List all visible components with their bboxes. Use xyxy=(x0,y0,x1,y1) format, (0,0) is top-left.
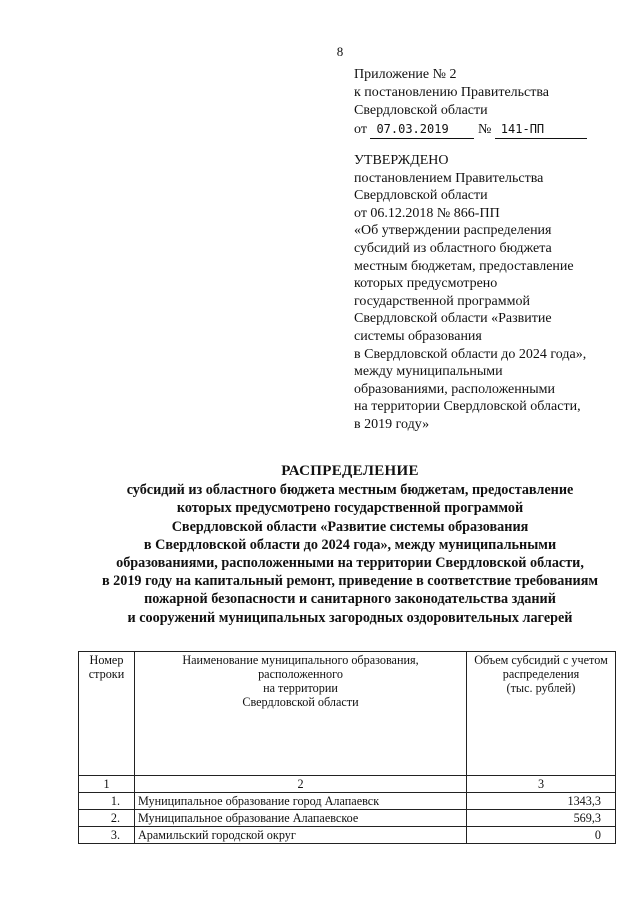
approval-line: «Об утверждении распределения xyxy=(354,223,552,239)
decree-number: 141-ПП xyxy=(495,120,587,139)
row-number: 3. xyxy=(79,827,135,844)
approval-line: которых предусмотрено xyxy=(354,276,498,292)
index-cell: 1 xyxy=(79,776,135,793)
approval-line: в 2019 году» xyxy=(354,416,430,432)
appendix-block xyxy=(354,66,587,139)
header-row-number xyxy=(79,652,135,776)
header-text: расположенного xyxy=(258,667,343,681)
appendix-line: к постановлению Правительства xyxy=(354,85,550,100)
table-index-row xyxy=(79,776,616,793)
document-title xyxy=(60,462,640,627)
appendix-date-line xyxy=(354,120,587,139)
title-line: в 2019 году на капитальный ремонт, приведение в соответствие требованиям xyxy=(101,573,599,590)
approval-line: системы образования xyxy=(354,328,482,344)
approval-line: УТВЕРЖДЕНО xyxy=(354,153,449,168)
header-text: на территории xyxy=(263,681,338,695)
header-text: распределения xyxy=(502,667,580,681)
title-line: и сооружений муниципальных загородных оздоровительных лагерей xyxy=(127,609,573,626)
approval-line: государственной программой xyxy=(354,293,530,309)
approval-line: Свердловской области «Развитие xyxy=(354,311,552,327)
number-prefix: № xyxy=(477,122,492,137)
header-text: Объем субсидий с учетом xyxy=(474,653,608,667)
row-amount: 569,3 xyxy=(467,810,616,827)
subsidy-table xyxy=(78,651,616,844)
table-row xyxy=(79,793,616,810)
approval-line: образованиями, расположенными xyxy=(354,381,556,397)
header-text: Свердловской области xyxy=(242,695,359,709)
row-municipality: Муниципальное образование город Алапаевск xyxy=(135,793,467,810)
decree-date: 07.03.2019 xyxy=(370,120,474,139)
row-amount: 1343,3 xyxy=(467,793,616,810)
header-text: Наименование муниципального образования, xyxy=(182,653,419,667)
approval-line: субсидий из областного бюджета xyxy=(354,240,552,256)
title-line: которых предусмотрено государственной программой xyxy=(176,500,524,517)
title-line: в Свердловской области до 2024 года», между муниципальными xyxy=(143,536,557,553)
approval-line: местным бюджетам, предоставление xyxy=(354,258,574,274)
approval-line: на территории Свердловской области, xyxy=(354,399,581,415)
approval-block xyxy=(354,152,586,434)
appendix-line: Приложение № 2 xyxy=(354,67,457,82)
header-text: (тыс. рублей) xyxy=(506,681,576,695)
header-municipality xyxy=(135,652,467,776)
appendix-line: Свердловской области xyxy=(354,103,488,118)
table-row xyxy=(79,827,616,844)
date-prefix: от xyxy=(354,122,367,137)
header-text: Номер xyxy=(89,653,124,667)
approval-line: от 06.12.2018 № 866-ПП xyxy=(354,205,500,221)
page-number: 8 xyxy=(336,44,344,59)
table-row xyxy=(79,810,616,827)
approval-line: в Свердловской области до 2024 года», xyxy=(354,346,587,362)
index-cell: 3 xyxy=(467,776,616,793)
title-heading: РАСПРЕДЕЛЕНИЕ xyxy=(281,463,419,479)
row-number: 1. xyxy=(79,793,135,810)
title-line: Свердловской области «Развитие системы образования xyxy=(171,518,529,535)
approval-line: между муниципальными xyxy=(354,364,503,380)
header-amount xyxy=(467,652,616,776)
title-line: субсидий из областного бюджета местным бюджетам, предоставление xyxy=(126,482,574,499)
header-text: строки xyxy=(88,667,125,681)
row-number: 2. xyxy=(79,810,135,827)
row-municipality: Арамильский городской округ xyxy=(135,827,467,844)
approval-line: Свердловской области xyxy=(354,188,488,204)
title-line: образованиями, расположенными на территории Свердловской области, xyxy=(116,555,584,572)
row-amount: 0 xyxy=(467,827,616,844)
index-cell: 2 xyxy=(135,776,467,793)
approval-line: постановлением Правительства xyxy=(354,170,544,186)
table-header-row xyxy=(79,652,616,776)
title-line: пожарной безопасности и санитарного законодательства зданий xyxy=(144,591,556,608)
row-municipality: Муниципальное образование Алапаевское xyxy=(135,810,467,827)
